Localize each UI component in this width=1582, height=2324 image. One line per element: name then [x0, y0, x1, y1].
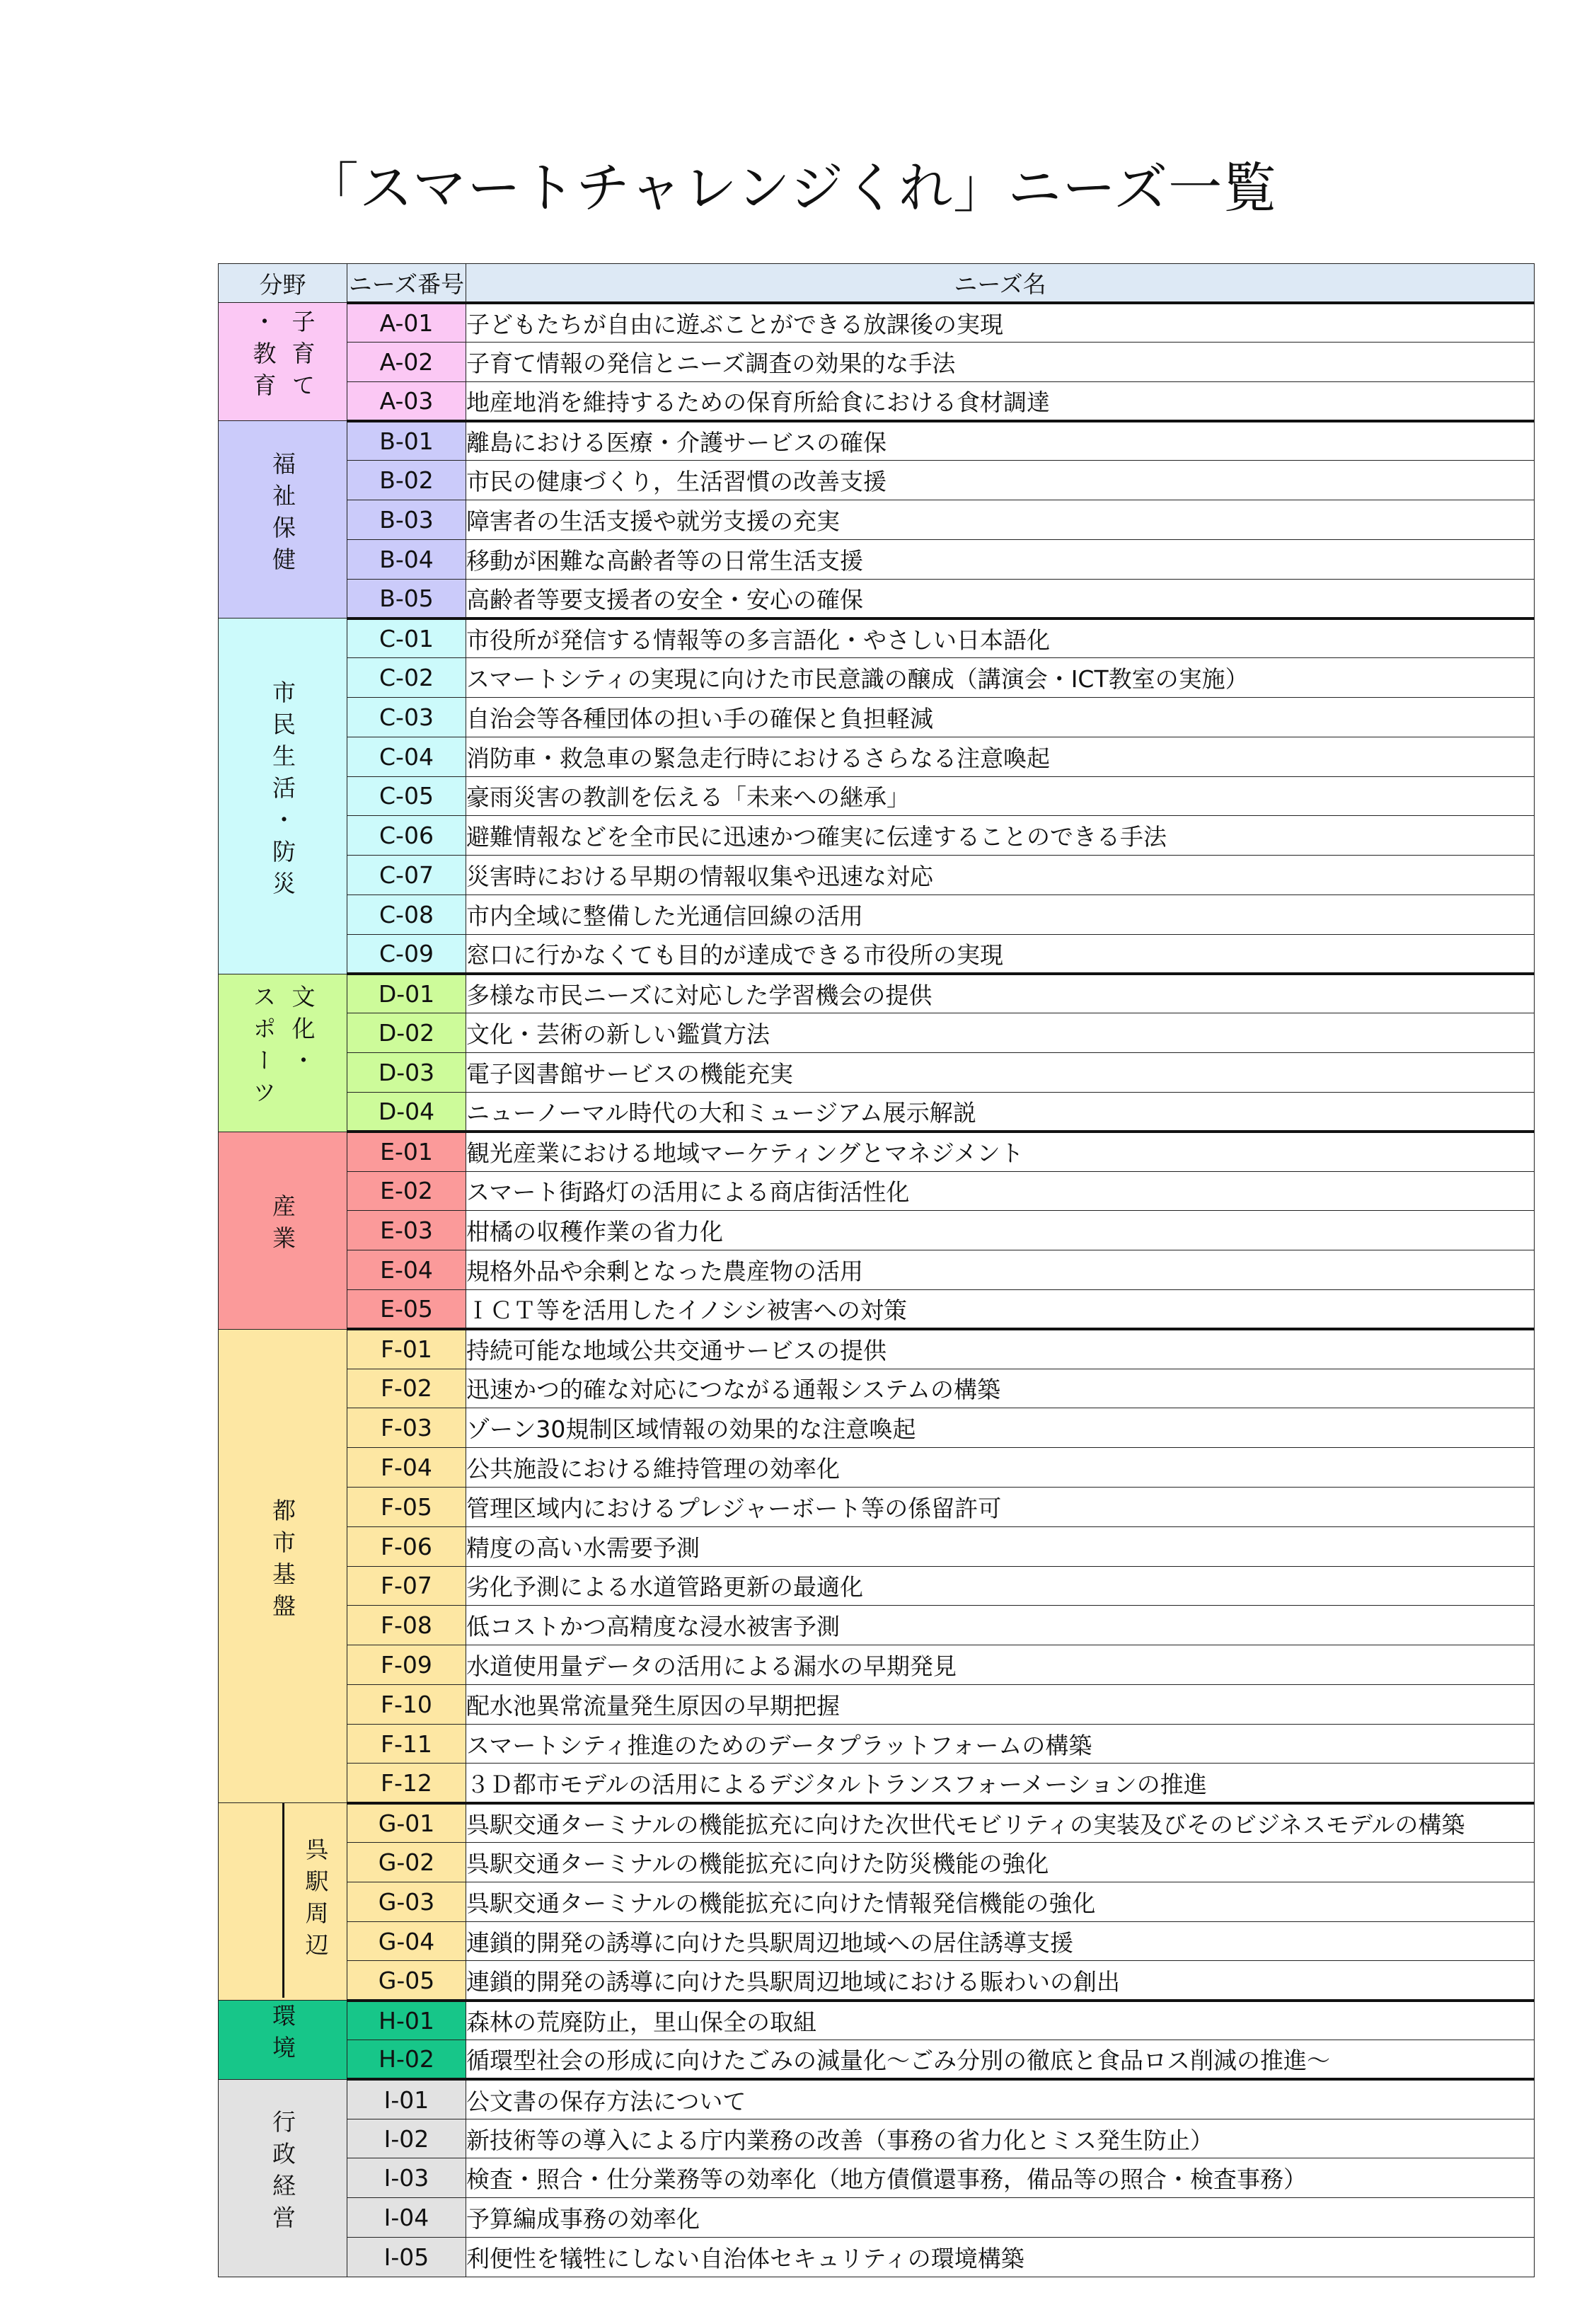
need-name: 電子図書館サービスの機能充実: [466, 1053, 1535, 1093]
table-row: [219, 1724, 1535, 1764]
need-number: C-06: [347, 816, 466, 856]
table-row: [219, 1764, 1535, 1803]
need-name: 持続可能な地域公共交通サービスの提供: [466, 1329, 1535, 1369]
need-number: F-08: [347, 1606, 466, 1645]
table-row: [219, 658, 1535, 698]
table-row: [219, 381, 1535, 421]
need-name: ３Ｄ都市モデルの活用によるデジタルトランスフォーメーションの推進: [466, 1764, 1535, 1803]
need-name: 地産地消を維持するための保育所給食における食材調達: [466, 381, 1535, 421]
area-label: 行政経営: [269, 2110, 296, 2238]
need-name: 高齢者等要支援者の安全・安心の確保: [466, 579, 1535, 619]
need-name: 呉駅交通ターミナルの機能拡充に向けた防災機能の強化: [466, 1843, 1535, 1882]
need-number: F-03: [347, 1408, 466, 1448]
need-name: 文化・芸術の新しい鑑賞方法: [466, 1013, 1535, 1053]
need-number: F-06: [347, 1526, 466, 1566]
need-number: D-02: [347, 1013, 466, 1053]
need-number: C-01: [347, 619, 466, 658]
table-row: [219, 894, 1535, 934]
need-number: C-05: [347, 776, 466, 816]
table-row: [219, 2079, 1535, 2119]
table-row: [219, 2040, 1535, 2080]
table-row: [219, 1092, 1535, 1132]
need-number: F-04: [347, 1448, 466, 1488]
table-header-row: [219, 264, 1535, 303]
table-row: [219, 776, 1535, 816]
need-number: E-02: [347, 1171, 466, 1211]
need-name: 迅速かつ的確な対応につながる通報システムの構築: [466, 1369, 1535, 1408]
need-number: C-03: [347, 697, 466, 737]
table-row: [219, 579, 1535, 619]
need-name: 離島における医療・介護サービスの確保: [466, 421, 1535, 461]
page-title: 「スマートチャレンジくれ」ニーズ一覧: [304, 156, 1278, 219]
area-label: 産業: [269, 1194, 296, 1258]
need-number: D-04: [347, 1092, 466, 1132]
need-number: F-07: [347, 1566, 466, 1606]
need-name: 新技術等の導入による庁内業務の改善（事務の省力化とミス発生防止）: [466, 2119, 1535, 2158]
need-number: F-05: [347, 1487, 466, 1526]
need-name: 子どもたちが自由に遊ぶことができる放課後の実現: [466, 303, 1535, 343]
need-number: C-07: [347, 856, 466, 895]
sub-area-label: 呉駅周辺: [301, 1836, 330, 1965]
table-row: [219, 1843, 1535, 1882]
need-name: スマート街路灯の活用による商店街活性化: [466, 1171, 1535, 1211]
table-row: [219, 2198, 1535, 2238]
area-label: 市民生活・防災: [269, 679, 296, 903]
need-number: B-03: [347, 500, 466, 539]
table-row: [219, 816, 1535, 856]
need-number: D-01: [347, 974, 466, 1013]
need-number: C-08: [347, 894, 466, 934]
need-number: G-02: [347, 1843, 466, 1882]
need-name: 配水池異常流量発生原因の早期把握: [466, 1684, 1535, 1724]
table-row: [219, 934, 1535, 974]
need-number: G-05: [347, 1961, 466, 2001]
table-row: [219, 2119, 1535, 2158]
need-name: ニューノーマル時代の大和ミュージアム展示解説: [466, 1092, 1535, 1132]
table-row: [219, 1448, 1535, 1488]
area-label: ・教育: [249, 309, 277, 405]
need-number: H-01: [347, 2001, 466, 2040]
need-number: A-01: [347, 303, 466, 343]
need-name: 移動が困難な高齢者等の日常生活支援: [466, 539, 1535, 579]
area-cell: [219, 1329, 347, 1803]
table-row: [219, 2238, 1535, 2277]
table-row: [219, 303, 1535, 343]
need-name: 検査・照合・仕分業務等の効率化（地方債償還事務，備品等の照合・検査事務）: [466, 2158, 1535, 2198]
table-row: [219, 1566, 1535, 1606]
need-name: 市民の健康づくり，生活習慣の改善支援: [466, 461, 1535, 500]
table-row: [219, 1882, 1535, 1921]
need-name: 柑橘の収穫作業の省力化: [466, 1211, 1535, 1250]
need-name: 公文書の保存方法について: [466, 2079, 1535, 2119]
header-name: ニーズ名: [466, 264, 1535, 303]
table-row: [219, 1171, 1535, 1211]
need-name: 市内全域に整備した光通信回線の活用: [466, 894, 1535, 934]
table-row: [219, 1408, 1535, 1448]
need-number: F-10: [347, 1684, 466, 1724]
table-row: [219, 974, 1535, 1013]
need-name: 予算編成事務の効率化: [466, 2198, 1535, 2238]
need-number: F-09: [347, 1645, 466, 1685]
need-name: ＩＣＴ等を活用したイノシシ被害への対策: [466, 1289, 1535, 1329]
need-name: 森林の荒廃防止，里山保全の取組: [466, 2001, 1535, 2040]
need-number: B-04: [347, 539, 466, 579]
table-row: [219, 461, 1535, 500]
need-number: F-01: [347, 1329, 466, 1369]
need-number: C-09: [347, 934, 466, 974]
need-name: 自治会等各種団体の担い手の確保と負担軽減: [466, 697, 1535, 737]
table-row: [219, 539, 1535, 579]
table-row: [219, 421, 1535, 461]
table-row: [219, 1132, 1535, 1171]
need-number: I-03: [347, 2158, 466, 2198]
table-row: [219, 1606, 1535, 1645]
area-label: 都市基盤: [269, 1497, 296, 1626]
table-row: [219, 1684, 1535, 1724]
header-area: 分野: [219, 264, 347, 303]
need-number: E-05: [347, 1289, 466, 1329]
need-number: A-03: [347, 381, 466, 421]
need-name: 呉駅交通ターミナルの機能拡充に向けた情報発信機能の強化: [466, 1882, 1535, 1921]
table-row: [219, 737, 1535, 776]
need-name: 精度の高い水需要予測: [466, 1526, 1535, 1566]
table-body: [219, 303, 1535, 2277]
need-name: 市役所が発信する情報等の多言語化・やさしい日本語化: [466, 619, 1535, 658]
table-row: [219, 2158, 1535, 2198]
need-number: I-02: [347, 2119, 466, 2158]
need-name: 低コストかつ高精度な浸水被害予測: [466, 1606, 1535, 1645]
table-row: [219, 1369, 1535, 1408]
needs-table: [218, 263, 1535, 2277]
need-name: スマートシティ推進のためのデータプラットフォームの構築: [466, 1724, 1535, 1764]
need-name: 多様な市民ニーズに対応した学習機会の提供: [466, 974, 1535, 1013]
table-row: [219, 342, 1535, 381]
need-number: D-03: [347, 1053, 466, 1093]
table-row: [219, 1053, 1535, 1093]
table-row: [219, 1211, 1535, 1250]
need-name: 観光産業における地域マーケティングとマネジメント: [466, 1132, 1535, 1171]
need-name: 連鎖的開発の誘導に向けた呉駅周辺地域への居住誘導支援: [466, 1921, 1535, 1961]
need-name: スマートシティの実現に向けた市民意識の醸成（講演会・ICT教室の実施）: [466, 658, 1535, 698]
need-name: 障害者の生活支援や就労支援の充実: [466, 500, 1535, 539]
need-name: 避難情報などを全市民に迅速かつ確実に伝達することのできる手法: [466, 816, 1535, 856]
need-name: 消防車・救急車の緊急走行時におけるさらなる注意喚起: [466, 737, 1535, 776]
need-number: E-03: [347, 1211, 466, 1250]
need-name: 管理区域内におけるプレジャーボート等の係留許可: [466, 1487, 1535, 1526]
table-row: [219, 1526, 1535, 1566]
need-number: F-12: [347, 1764, 466, 1803]
table-row: [219, 1487, 1535, 1526]
need-name: 連鎖的開発の誘導に向けた呉駅周辺地域における賑わいの創出: [466, 1961, 1535, 2001]
need-number: I-05: [347, 2238, 466, 2277]
header-num: ニーズ番号: [347, 264, 466, 303]
need-number: C-02: [347, 658, 466, 698]
table-row: [219, 856, 1535, 895]
need-number: C-04: [347, 737, 466, 776]
need-number: B-02: [347, 461, 466, 500]
need-number: B-05: [347, 579, 466, 619]
need-number: A-02: [347, 342, 466, 381]
area-cell: [219, 619, 347, 974]
table-row: [219, 1013, 1535, 1053]
table-row: [219, 1803, 1535, 1843]
table-row: [219, 2001, 1535, 2040]
area-label: 子育て: [288, 309, 316, 405]
table-row: [219, 1961, 1535, 2001]
table-row: [219, 1250, 1535, 1290]
need-number: G-01: [347, 1803, 466, 1843]
need-number: F-11: [347, 1724, 466, 1764]
need-name: 災害時における早期の情報収集や迅速な対応: [466, 856, 1535, 895]
area-label: 文化・: [288, 984, 316, 1081]
need-number: E-04: [347, 1250, 466, 1290]
table-row: [219, 500, 1535, 539]
need-name: 水道使用量データの活用による漏水の早期発見: [466, 1645, 1535, 1685]
need-number: F-02: [347, 1369, 466, 1408]
need-name: 利便性を犠牲にしない自治体セキュリティの環境構築: [466, 2238, 1535, 2277]
need-name: 規格外品や余剰となった農産物の活用: [466, 1250, 1535, 1290]
need-name: 循環型社会の形成に向けたごみの減量化～ごみ分別の徹底と食品ロス削減の推進～: [466, 2040, 1535, 2080]
need-name: 劣化予測による水道管路更新の最適化: [466, 1566, 1535, 1606]
area-cell: [219, 2079, 347, 2277]
table-row: [219, 1289, 1535, 1329]
area-cell: [219, 303, 347, 421]
table-row: [219, 619, 1535, 658]
need-number: G-03: [347, 1882, 466, 1921]
area-cell: [219, 2001, 347, 2080]
table-row: [219, 697, 1535, 737]
area-label: スポーツ: [249, 984, 277, 1112]
area-cell: [219, 974, 347, 1132]
need-number: I-01: [347, 2079, 466, 2119]
area-label: 環境: [269, 2003, 296, 2068]
need-number: G-04: [347, 1921, 466, 1961]
need-name: 豪雨災害の教訓を伝える「未来への継承」: [466, 776, 1535, 816]
need-number: B-01: [347, 421, 466, 461]
area-cell: [219, 1132, 347, 1329]
need-number: E-01: [347, 1132, 466, 1171]
need-name: ゾーン30規制区域情報の効果的な注意喚起: [466, 1408, 1535, 1448]
sub-area-cell: [219, 1803, 347, 2001]
area-label: 福祉保健: [269, 451, 296, 579]
need-number: H-02: [347, 2040, 466, 2080]
need-name: 窓口に行かなくても目的が達成できる市役所の実現: [466, 934, 1535, 974]
table-row: [219, 1329, 1535, 1369]
need-name: 呉駅交通ターミナルの機能拡充に向けた次世代モビリティの実装及びそのビジネスモデルの構築: [466, 1803, 1535, 1843]
area-cell: [219, 421, 347, 619]
table-row: [219, 1921, 1535, 1961]
need-name: 公共施設における維持管理の効率化: [466, 1448, 1535, 1488]
need-name: 子育て情報の発信とニーズ調査の効果的な手法: [466, 342, 1535, 381]
need-number: I-04: [347, 2198, 466, 2238]
table-row: [219, 1645, 1535, 1685]
